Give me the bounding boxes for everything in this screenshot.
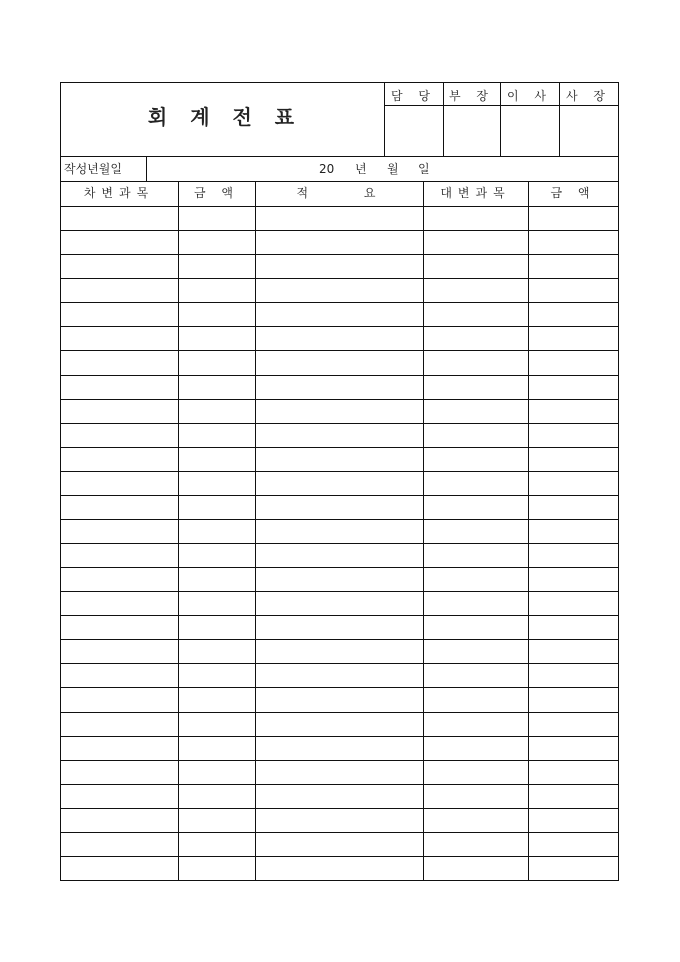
table-row (60, 687, 618, 712)
debit-account-cell[interactable] (61, 640, 178, 663)
credit-amount-cell[interactable] (529, 231, 618, 254)
debit-amount-cell[interactable] (179, 472, 255, 495)
debit-amount-cell[interactable] (179, 568, 255, 591)
table-row (60, 856, 618, 880)
credit-amount-cell[interactable] (529, 520, 618, 543)
header-credit-account: 대변과목 (440, 186, 511, 200)
debit-amount-cell[interactable] (179, 303, 255, 326)
description-cell[interactable] (256, 713, 423, 736)
credit-amount-cell[interactable] (529, 424, 618, 447)
table-row (60, 495, 618, 519)
table-row (60, 567, 618, 591)
credit-account-cell[interactable] (424, 857, 528, 880)
credit-amount-cell[interactable] (529, 809, 618, 832)
row-rule (60, 326, 619, 327)
table-row (60, 399, 618, 423)
description-cell[interactable] (256, 400, 423, 423)
approval-signature-manager[interactable] (385, 106, 442, 155)
row-rule (60, 856, 619, 857)
debit-account-cell[interactable] (61, 400, 178, 423)
description-cell[interactable] (256, 688, 423, 712)
debit-account-cell[interactable] (61, 592, 178, 615)
approval-role-manager: 담 당 (391, 89, 436, 103)
description-cell[interactable] (256, 376, 423, 399)
row-rule (60, 615, 619, 616)
credit-account-cell[interactable] (424, 279, 528, 302)
table-row (60, 302, 618, 326)
table-column-line (423, 181, 424, 881)
debit-account-cell[interactable] (61, 737, 178, 760)
credit-account-cell[interactable] (424, 231, 528, 254)
date-day-unit: 일 (418, 162, 430, 176)
debit-amount-cell[interactable] (179, 809, 255, 832)
approval-role-director: 이 사 (507, 89, 552, 103)
row-rule (60, 423, 619, 424)
row-rule (60, 567, 619, 568)
approval-role-president: 사 장 (566, 89, 611, 103)
credit-account-cell[interactable] (424, 255, 528, 278)
approval-divider (559, 82, 560, 157)
debit-account-cell[interactable] (61, 472, 178, 495)
credit-amount-cell[interactable] (529, 833, 618, 856)
row-rule (60, 712, 619, 713)
debit-amount-cell[interactable] (179, 833, 255, 856)
description-cell[interactable] (256, 231, 423, 254)
debit-account-cell[interactable] (61, 568, 178, 591)
debit-account-cell[interactable] (61, 785, 178, 808)
form-border-right (618, 82, 619, 881)
debit-amount-cell[interactable] (179, 376, 255, 399)
credit-amount-cell[interactable] (529, 592, 618, 615)
approval-signature-department-head[interactable] (444, 106, 499, 155)
debit-account-cell[interactable] (61, 664, 178, 687)
row-rule (60, 375, 619, 376)
description-cell[interactable] (256, 592, 423, 615)
credit-account-cell[interactable] (424, 664, 528, 687)
debit-account-cell[interactable] (61, 255, 178, 278)
credit-amount-cell[interactable] (529, 400, 618, 423)
credit-amount-cell[interactable] (529, 207, 618, 230)
credit-account-cell[interactable] (424, 568, 528, 591)
description-cell[interactable] (256, 520, 423, 543)
description-cell[interactable] (256, 809, 423, 832)
table-row (60, 784, 618, 808)
debit-account-cell[interactable] (61, 688, 178, 712)
debit-amount-cell[interactable] (179, 688, 255, 712)
approval-divider (500, 82, 501, 157)
credit-account-cell[interactable] (424, 496, 528, 519)
credit-amount-cell[interactable] (529, 472, 618, 495)
table-row (60, 832, 618, 856)
credit-amount-cell[interactable] (529, 616, 618, 639)
credit-amount-cell[interactable] (529, 255, 618, 278)
table-row (60, 278, 618, 302)
debit-account-cell[interactable] (61, 520, 178, 543)
debit-account-cell[interactable] (61, 857, 178, 880)
header-description: 적 요 (296, 186, 382, 200)
credit-account-cell[interactable] (424, 424, 528, 447)
debit-amount-cell[interactable] (179, 520, 255, 543)
debit-amount-cell[interactable] (179, 279, 255, 302)
row-rule (60, 760, 619, 761)
credit-amount-cell[interactable] (529, 785, 618, 808)
description-cell[interactable] (256, 472, 423, 495)
row-rule (60, 736, 619, 737)
credit-account-cell[interactable] (424, 761, 528, 784)
table-row (60, 423, 618, 447)
debit-amount-cell[interactable] (179, 231, 255, 254)
date-label: 작성년월일 (64, 162, 122, 176)
debit-amount-cell[interactable] (179, 351, 255, 375)
credit-account-cell[interactable] (424, 713, 528, 736)
credit-account-cell[interactable] (424, 688, 528, 712)
table-row (60, 254, 618, 278)
credit-account-cell[interactable] (424, 809, 528, 832)
credit-account-cell[interactable] (424, 303, 528, 326)
description-cell[interactable] (256, 568, 423, 591)
table-row (60, 712, 618, 736)
debit-amount-cell[interactable] (179, 424, 255, 447)
table-row (60, 663, 618, 687)
debit-amount-cell[interactable] (179, 737, 255, 760)
debit-amount-cell[interactable] (179, 400, 255, 423)
table-row (60, 375, 618, 399)
debit-account-cell[interactable] (61, 231, 178, 254)
description-cell[interactable] (256, 448, 423, 471)
table-row (60, 447, 618, 471)
row-rule (60, 832, 619, 833)
approval-signature-director[interactable] (501, 106, 558, 155)
debit-amount-cell[interactable] (179, 255, 255, 278)
credit-account-cell[interactable] (424, 207, 528, 230)
credit-amount-cell[interactable] (529, 279, 618, 302)
form-border-left (60, 82, 61, 881)
table-row (60, 230, 618, 254)
description-cell[interactable] (256, 616, 423, 639)
debit-account-cell[interactable] (61, 761, 178, 784)
debit-account-cell[interactable] (61, 279, 178, 302)
row-rule (60, 302, 619, 303)
form-border-bottom (60, 880, 619, 881)
credit-account-cell[interactable] (424, 544, 528, 567)
debit-amount-cell[interactable] (179, 207, 255, 230)
table-column-line (528, 181, 529, 881)
credit-amount-cell[interactable] (529, 713, 618, 736)
header-row-top (60, 181, 619, 182)
row-rule (60, 663, 619, 664)
approval-divider (443, 82, 444, 157)
credit-account-cell[interactable] (424, 472, 528, 495)
credit-account-cell[interactable] (424, 448, 528, 471)
credit-amount-cell[interactable] (529, 448, 618, 471)
table-row (60, 760, 618, 784)
credit-amount-cell[interactable] (529, 327, 618, 350)
debit-account-cell[interactable] (61, 424, 178, 447)
debit-amount-cell[interactable] (179, 785, 255, 808)
description-cell[interactable] (256, 761, 423, 784)
table-row (60, 639, 618, 663)
credit-amount-cell[interactable] (529, 664, 618, 687)
credit-amount-cell[interactable] (529, 376, 618, 399)
approval-header-rule (384, 105, 619, 106)
date-year-prefix: 20 (319, 162, 335, 176)
description-cell[interactable] (256, 664, 423, 687)
credit-account-cell[interactable] (424, 376, 528, 399)
row-rule (60, 784, 619, 785)
row-rule (60, 687, 619, 688)
date-month-unit: 월 (387, 162, 399, 176)
description-cell[interactable] (256, 255, 423, 278)
row-rule (60, 350, 619, 351)
header-debit-amount: 금 액 (194, 186, 239, 200)
credit-account-cell[interactable] (424, 520, 528, 543)
description-cell[interactable] (256, 544, 423, 567)
debit-account-cell[interactable] (61, 303, 178, 326)
approval-box-left (384, 82, 385, 157)
debit-account-cell[interactable] (61, 544, 178, 567)
voucher-title: 회 계 전 표 (147, 105, 297, 129)
credit-amount-cell[interactable] (529, 737, 618, 760)
row-rule (60, 639, 619, 640)
table-row (60, 543, 618, 567)
debit-amount-cell[interactable] (179, 857, 255, 880)
debit-amount-cell[interactable] (179, 713, 255, 736)
debit-account-cell[interactable] (61, 496, 178, 519)
date-row-top (60, 156, 619, 157)
credit-amount-cell[interactable] (529, 761, 618, 784)
credit-account-cell[interactable] (424, 327, 528, 350)
table-row (60, 519, 618, 543)
description-cell[interactable] (256, 785, 423, 808)
credit-account-cell[interactable] (424, 616, 528, 639)
credit-account-cell[interactable] (424, 640, 528, 663)
row-rule (60, 278, 619, 279)
table-row (60, 471, 618, 495)
credit-amount-cell[interactable] (529, 688, 618, 712)
row-rule (60, 519, 619, 520)
debit-account-cell[interactable] (61, 713, 178, 736)
table-row (60, 591, 618, 615)
debit-account-cell[interactable] (61, 351, 178, 375)
credit-account-cell[interactable] (424, 592, 528, 615)
row-rule (60, 254, 619, 255)
description-cell[interactable] (256, 857, 423, 880)
debit-amount-cell[interactable] (179, 544, 255, 567)
table-row (60, 808, 618, 832)
credit-account-cell[interactable] (424, 833, 528, 856)
credit-account-cell[interactable] (424, 351, 528, 375)
table-row (60, 326, 618, 350)
row-rule (60, 471, 619, 472)
description-cell[interactable] (256, 279, 423, 302)
approval-signature-president[interactable] (560, 106, 617, 155)
credit-account-cell[interactable] (424, 400, 528, 423)
table-column-line (255, 181, 256, 881)
debit-amount-cell[interactable] (179, 496, 255, 519)
debit-amount-cell[interactable] (179, 592, 255, 615)
credit-account-cell[interactable] (424, 737, 528, 760)
credit-amount-cell[interactable] (529, 857, 618, 880)
table-column-line (178, 181, 179, 881)
debit-account-cell[interactable] (61, 448, 178, 471)
row-rule (60, 591, 619, 592)
description-cell[interactable] (256, 833, 423, 856)
description-cell[interactable] (256, 303, 423, 326)
row-rule (60, 808, 619, 809)
header-row-bottom (60, 206, 619, 207)
credit-amount-cell[interactable] (529, 496, 618, 519)
date-year-unit: 년 (355, 162, 367, 176)
credit-account-cell[interactable] (424, 785, 528, 808)
credit-amount-cell[interactable] (529, 568, 618, 591)
debit-account-cell[interactable] (61, 809, 178, 832)
date-label-divider (146, 156, 147, 182)
debit-amount-cell[interactable] (179, 761, 255, 784)
approval-role-department-head: 부 장 (449, 89, 494, 103)
credit-amount-cell[interactable] (529, 544, 618, 567)
row-rule (60, 543, 619, 544)
description-cell[interactable] (256, 424, 423, 447)
debit-account-cell[interactable] (61, 616, 178, 639)
credit-amount-cell[interactable] (529, 351, 618, 375)
debit-amount-cell[interactable] (179, 616, 255, 639)
credit-amount-cell[interactable] (529, 303, 618, 326)
debit-account-cell[interactable] (61, 207, 178, 230)
description-cell[interactable] (256, 496, 423, 519)
table-row (60, 350, 618, 375)
description-cell[interactable] (256, 327, 423, 350)
description-cell[interactable] (256, 737, 423, 760)
table-row (60, 736, 618, 760)
table-row (60, 615, 618, 639)
header-credit-amount: 금 액 (550, 186, 596, 200)
description-cell[interactable] (256, 207, 423, 230)
row-rule (60, 447, 619, 448)
header-debit-account: 차변과목 (83, 186, 155, 200)
debit-account-cell[interactable] (61, 327, 178, 350)
credit-amount-cell[interactable] (529, 640, 618, 663)
debit-amount-cell[interactable] (179, 327, 255, 350)
debit-account-cell[interactable] (61, 833, 178, 856)
form-border-top (60, 82, 619, 83)
row-rule (60, 399, 619, 400)
table-row (60, 206, 618, 230)
debit-amount-cell[interactable] (179, 664, 255, 687)
debit-account-cell[interactable] (61, 376, 178, 399)
description-cell[interactable] (256, 351, 423, 375)
description-cell[interactable] (256, 640, 423, 663)
row-rule (60, 230, 619, 231)
row-rule (60, 495, 619, 496)
debit-amount-cell[interactable] (179, 448, 255, 471)
debit-amount-cell[interactable] (179, 640, 255, 663)
